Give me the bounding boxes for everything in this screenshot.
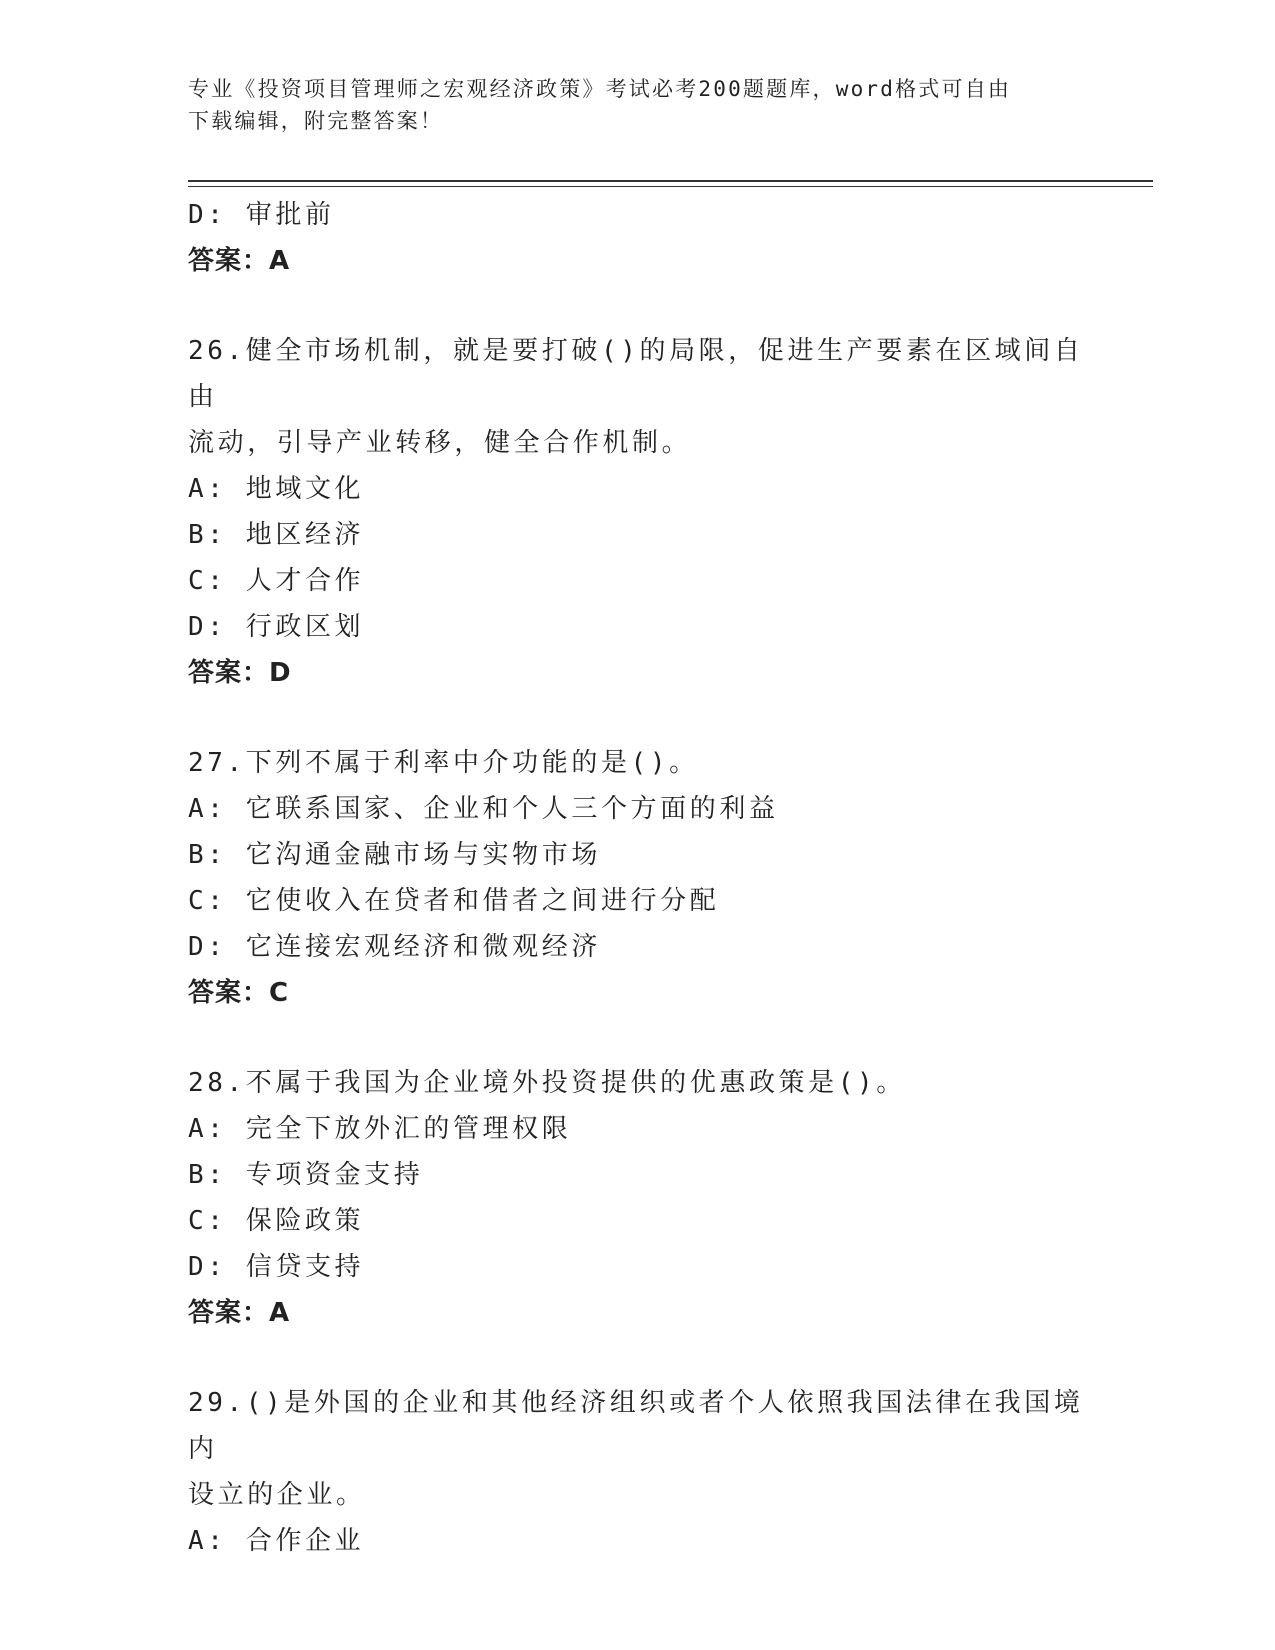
question-29 — [188, 1380, 1088, 1564]
option-b: B: 地区经济 — [188, 520, 365, 550]
question-stem: 26.健全市场机制，就是要打破()的局限，促进生产要素在区域间自由 — [188, 336, 1084, 412]
answer-line: 答案：C — [188, 978, 290, 1008]
option-d: D: 行政区划 — [188, 612, 365, 642]
question-27 — [188, 740, 1088, 1016]
question-stem: 29.()是外国的企业和其他经济组织或者个人依照我国法律在我国境内 — [188, 1388, 1084, 1464]
option-b: B: 它沟通金融市场与实物市场 — [188, 840, 601, 870]
option-d: D: 审批前 — [188, 200, 335, 230]
option-a: A: 合作企业 — [188, 1526, 365, 1556]
option-a: A: 完全下放外汇的管理权限 — [188, 1114, 572, 1144]
option-a: A: 地域文化 — [188, 474, 365, 504]
option-c: C: 它使收入在贷者和借者之间进行分配 — [188, 886, 720, 916]
header-line-1: 专业《投资项目管理师之宏观经济政策》考试必考200题题库，word格式可自由 — [188, 77, 1012, 101]
question-stem: 27.下列不属于利率中介功能的是()。 — [188, 748, 699, 778]
document-body — [188, 192, 1088, 1564]
question-stem-continued: 流动，引导产业转移，健全合作机制。 — [188, 428, 692, 458]
option-c: C: 保险政策 — [188, 1206, 365, 1236]
answer-line: 答案：D — [188, 658, 292, 688]
carryover-block — [188, 192, 1088, 284]
question-28 — [188, 1060, 1088, 1336]
header-line-2: 下载编辑，附完整答案！ — [188, 109, 444, 133]
option-c: C: 人才合作 — [188, 566, 365, 596]
header-divider-thin — [188, 186, 1153, 187]
answer-line: 答案：A — [188, 1298, 291, 1328]
question-stem-continued: 设立的企业。 — [188, 1480, 366, 1510]
page-header — [188, 73, 1078, 137]
question-stem: 28.不属于我国为企业境外投资提供的优惠政策是()。 — [188, 1068, 906, 1098]
option-d: D: 它连接宏观经济和微观经济 — [188, 932, 601, 962]
option-a: A: 它联系国家、企业和个人三个方面的利益 — [188, 794, 779, 824]
header-divider-thick — [188, 180, 1153, 182]
option-b: B: 专项资金支持 — [188, 1160, 424, 1190]
answer-line: 答案：A — [188, 246, 291, 276]
option-d: D: 信贷支持 — [188, 1252, 365, 1282]
question-26 — [188, 328, 1088, 696]
